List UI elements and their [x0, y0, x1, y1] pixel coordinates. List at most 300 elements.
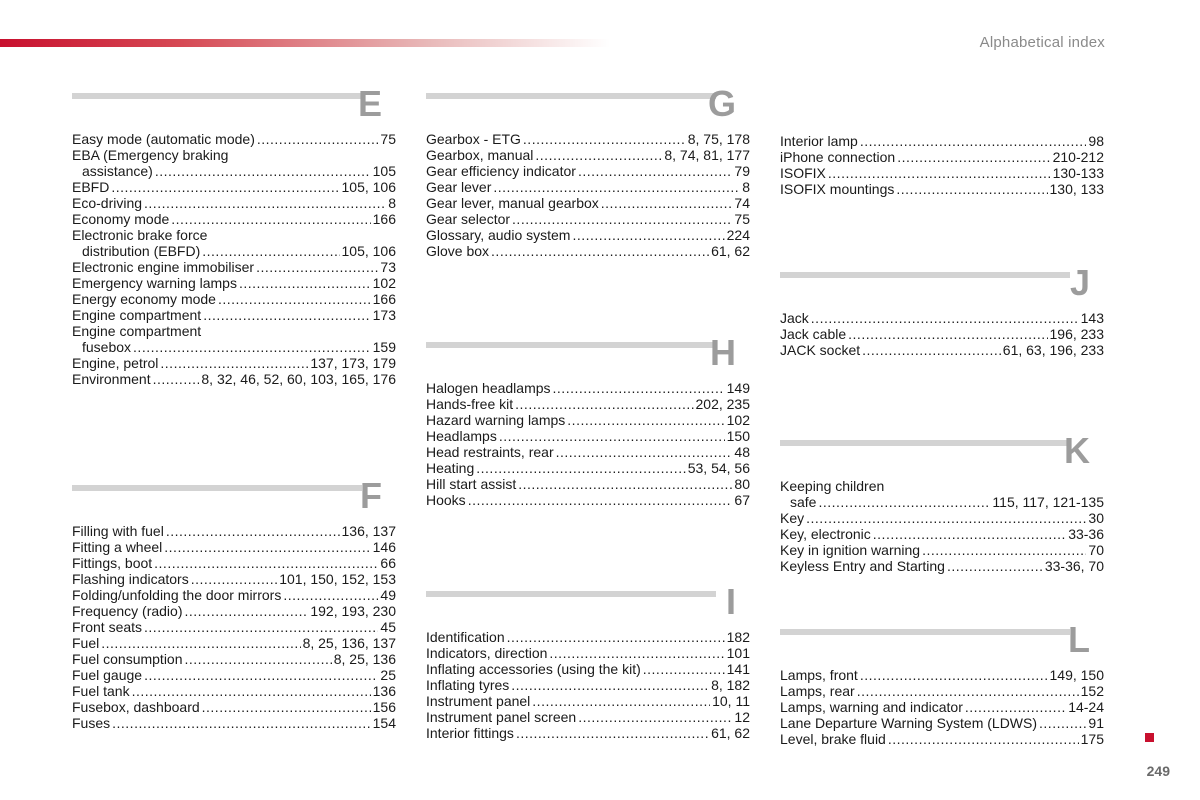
- entry-term: Fusebox, dashboard: [72, 699, 200, 715]
- entry-term: iPhone connection: [780, 149, 896, 165]
- entry-page-refs: 210-212: [1052, 149, 1104, 165]
- entry-term: Gear lever: [426, 179, 492, 195]
- entry-page-refs: 8, 75, 178: [687, 131, 750, 147]
- entry-term: Heating: [426, 460, 475, 476]
- index-entry: [780, 526, 1104, 542]
- index-entry-list: [426, 131, 750, 259]
- dot-leader: [601, 195, 733, 211]
- entry-page-refs: 115, 117, 121-135: [992, 494, 1104, 510]
- index-section-h: [426, 332, 750, 508]
- index-entry: [72, 323, 396, 339]
- entry-term: Instrument panel screen: [426, 709, 577, 725]
- entry-term: Inflating tyres: [426, 677, 510, 693]
- dot-leader: [643, 661, 725, 677]
- index-entry-list: [780, 667, 1104, 747]
- entry-page-refs: 70: [1088, 542, 1104, 558]
- entry-page-refs: 61, 62: [711, 725, 750, 741]
- entry-page-refs: 61, 62: [711, 243, 750, 259]
- dot-leader: [218, 291, 371, 307]
- index-entry-list: [780, 310, 1104, 358]
- dot-leader: [111, 179, 339, 195]
- index-entry: [780, 715, 1104, 731]
- dot-leader: [283, 587, 378, 603]
- entry-term: Easy mode (automatic mode): [72, 131, 255, 147]
- entry-page-refs: 45: [380, 619, 396, 635]
- section-heading: [72, 83, 396, 131]
- entry-term-continued: fusebox: [82, 339, 132, 355]
- dot-leader: [532, 693, 710, 709]
- entry-term: Hands-free kit: [426, 396, 514, 412]
- dot-leader: [857, 683, 1079, 699]
- entry-page-refs: 130, 133: [1049, 181, 1104, 197]
- index-entry: [72, 667, 396, 683]
- entry-page-refs: 182: [726, 629, 750, 645]
- index-entry: [426, 147, 750, 163]
- entry-page-refs: 150: [726, 428, 750, 444]
- index-entry: [72, 683, 396, 699]
- index-entry: [72, 539, 396, 555]
- entry-page-refs: 152: [1080, 683, 1104, 699]
- index-entry: [72, 603, 396, 619]
- entry-page-refs: 105: [372, 163, 396, 179]
- index-entry: [72, 291, 396, 307]
- dot-leader: [860, 667, 1048, 683]
- index-entry-list: [72, 523, 396, 731]
- index-section-f: [72, 475, 396, 731]
- dot-leader: [491, 243, 709, 259]
- entry-page-refs: 149, 150: [1049, 667, 1104, 683]
- entry-page-refs: 130-133: [1052, 165, 1104, 181]
- entry-term: Lane Departure Warning System (LDWS): [780, 715, 1038, 731]
- dot-leader: [873, 526, 1066, 542]
- entry-page-refs: 79: [734, 163, 750, 179]
- index-section-i: [426, 581, 750, 741]
- index-entry: [72, 715, 396, 731]
- entry-term: Frequency (radio): [72, 603, 183, 619]
- section-letter: F: [360, 475, 382, 516]
- dot-leader: [185, 603, 309, 619]
- entry-term: Halogen headlamps: [426, 380, 551, 396]
- entry-page-refs: 156: [372, 699, 396, 715]
- dot-leader: [848, 326, 1047, 342]
- entry-page-refs: 105, 106: [341, 243, 396, 259]
- entry-page-refs: 12: [734, 709, 750, 725]
- entry-term: Flashing indicators: [72, 571, 189, 587]
- entry-page-refs: 33-36: [1068, 526, 1104, 542]
- entry-page-refs: 166: [372, 211, 396, 227]
- section-divider: [780, 629, 1070, 635]
- index-entry: [426, 243, 750, 259]
- dot-leader: [468, 492, 733, 508]
- entry-term: Emergency warning lamps: [72, 275, 237, 291]
- index-entry: [780, 667, 1104, 683]
- section-divider: [426, 591, 716, 597]
- index-entry: [72, 619, 396, 635]
- entry-term: Jack cable: [780, 326, 847, 342]
- entry-term: Lamps, rear: [780, 683, 855, 699]
- index-section-continued: [780, 133, 1104, 197]
- entry-page-refs: 102: [372, 275, 396, 291]
- entry-term: Key in ignition warning: [780, 542, 921, 558]
- entry-page-refs: 10, 11: [712, 693, 750, 709]
- index-entry: [72, 211, 396, 227]
- entry-page-refs: 149: [726, 380, 750, 396]
- entry-term: Folding/unfolding the door mirrors: [72, 587, 282, 603]
- dot-leader: [888, 731, 1079, 747]
- index-entry: [780, 699, 1104, 715]
- entry-term: Fuses: [72, 715, 111, 731]
- index-entry: [426, 211, 750, 227]
- index-entry: [72, 699, 396, 715]
- dot-leader: [154, 555, 378, 571]
- entry-term: Hooks: [426, 492, 466, 508]
- section-divider: [72, 485, 362, 491]
- dot-leader: [965, 699, 1066, 715]
- entry-page-refs: 73: [380, 259, 396, 275]
- index-entry-list: [780, 133, 1104, 197]
- entry-term: Headlamps: [426, 428, 497, 444]
- dot-leader: [166, 523, 340, 539]
- index-entry: [780, 683, 1104, 699]
- entry-term: Fuel gauge: [72, 667, 143, 683]
- entry-term: Engine compartment: [72, 323, 202, 339]
- entry-page-refs: 49: [380, 587, 396, 603]
- index-entry: [780, 731, 1104, 747]
- entry-page-refs: 33-36, 70: [1044, 558, 1104, 574]
- entry-term: Head restraints, rear: [426, 444, 554, 460]
- index-entry: [426, 131, 750, 147]
- entry-page-refs: 48: [734, 444, 750, 460]
- entry-page-refs: 105, 106: [341, 179, 396, 195]
- entry-term: Hazard warning lamps: [426, 412, 566, 428]
- index-entry: [780, 342, 1104, 358]
- dot-leader: [578, 163, 732, 179]
- entry-page-refs: 98: [1088, 133, 1104, 149]
- index-entry-continuation: [72, 243, 396, 259]
- index-entry: [426, 460, 750, 476]
- index-entry: [426, 661, 750, 677]
- entry-page-refs: 196, 233: [1049, 326, 1104, 342]
- dot-leader: [515, 396, 693, 412]
- dot-leader: [202, 699, 371, 715]
- dot-leader: [499, 428, 725, 444]
- index-entry: [426, 725, 750, 741]
- entry-page-refs: 192, 193, 230: [310, 603, 396, 619]
- index-entry: [426, 227, 750, 243]
- entry-term: Glove box: [426, 243, 490, 259]
- entry-page-refs: 8, 32, 46, 52, 60, 103, 165, 176: [201, 371, 396, 387]
- entry-term: Electronic engine immobiliser: [72, 259, 255, 275]
- index-entry: [72, 227, 396, 243]
- entry-term: Keyless Entry and Starting: [780, 558, 945, 574]
- dot-leader: [811, 310, 1079, 326]
- index-entry-continuation: [72, 339, 396, 355]
- entry-page-refs: 136, 137: [341, 523, 396, 539]
- section-heading: [780, 430, 1104, 478]
- index-entry: [426, 677, 750, 693]
- section-letter: I: [725, 581, 736, 622]
- section-heading: [780, 262, 1104, 310]
- dot-leader: [507, 629, 725, 645]
- index-entry: [426, 444, 750, 460]
- index-entry: [72, 179, 396, 195]
- entry-page-refs: 173: [372, 307, 396, 323]
- dot-leader: [155, 163, 371, 179]
- dot-leader: [516, 725, 709, 741]
- index-section-j: [780, 262, 1104, 358]
- index-entry: [780, 510, 1104, 526]
- index-entry: [72, 571, 396, 587]
- entry-term: Filling with fuel: [72, 523, 164, 539]
- dot-leader: [897, 149, 1050, 165]
- index-entry: [780, 165, 1104, 181]
- entry-page-refs: 75: [380, 131, 396, 147]
- dot-leader: [257, 131, 379, 147]
- index-entry-continuation: [72, 163, 396, 179]
- dot-leader: [922, 542, 1086, 558]
- entry-page-refs: 75: [734, 211, 750, 227]
- entry-page-refs: 175: [1080, 731, 1104, 747]
- entry-term: Fittings, boot: [72, 555, 153, 571]
- index-entry: [72, 523, 396, 539]
- dot-leader: [144, 619, 378, 635]
- entry-term: ISOFIX mountings: [780, 181, 895, 197]
- section-letter: L: [1068, 619, 1090, 660]
- dot-leader: [567, 412, 724, 428]
- entry-page-refs: 143: [1080, 310, 1104, 326]
- entry-term: Interior fittings: [426, 725, 514, 741]
- entry-page-refs: 8, 182: [711, 677, 750, 693]
- entry-page-refs: 202, 235: [695, 396, 750, 412]
- dot-leader: [535, 147, 662, 163]
- index-entry: [426, 380, 750, 396]
- entry-term: Key, electronic: [780, 526, 871, 542]
- entry-term: Engine, petrol: [72, 355, 159, 371]
- entry-page-refs: 25: [380, 667, 396, 683]
- section-heading: [780, 619, 1104, 667]
- index-entry: [426, 195, 750, 211]
- entry-page-refs: 53, 54, 56: [687, 460, 750, 476]
- dot-leader: [164, 539, 370, 555]
- dot-leader: [132, 683, 371, 699]
- dot-leader: [553, 380, 725, 396]
- entry-term: Glossary, audio system: [426, 227, 571, 243]
- index-entry: [426, 492, 750, 508]
- entry-term: Interior lamp: [780, 133, 858, 149]
- entry-term: Front seats: [72, 619, 143, 635]
- index-entry: [426, 412, 750, 428]
- section-heading: [72, 475, 396, 523]
- entry-page-refs: 166: [372, 291, 396, 307]
- entry-term: Eco-driving: [72, 195, 143, 211]
- index-entry: [426, 163, 750, 179]
- entry-term: Fuel tank: [72, 683, 130, 699]
- dot-leader: [512, 211, 732, 227]
- entry-term: Level, brake fluid: [780, 731, 886, 747]
- entry-page-refs: 74: [734, 195, 750, 211]
- dot-leader: [171, 211, 370, 227]
- entry-page-refs: 8, 25, 136: [333, 651, 396, 667]
- entry-page-refs: 66: [380, 555, 396, 571]
- dot-leader: [185, 651, 332, 667]
- dot-leader: [133, 339, 371, 355]
- section-divider: [426, 93, 716, 99]
- entry-term-continued: assistance): [82, 163, 153, 179]
- index-entry: [72, 147, 396, 163]
- entry-page-refs: 137, 173, 179: [310, 355, 396, 371]
- header-accent-bar: [0, 39, 610, 47]
- entry-page-refs: 67: [734, 492, 750, 508]
- index-entry: [72, 195, 396, 211]
- section-letter: K: [1064, 430, 1090, 471]
- index-entry: [72, 651, 396, 667]
- entry-term: Key: [780, 510, 805, 526]
- dot-leader: [523, 131, 686, 147]
- entry-term: ISOFIX: [780, 165, 826, 181]
- entry-term: Engine compartment: [72, 307, 202, 323]
- entry-term: Fuel: [72, 635, 100, 651]
- entry-page-refs: 14-24: [1068, 699, 1104, 715]
- dot-leader: [578, 709, 732, 725]
- entry-term: Gear lever, manual gearbox: [426, 195, 599, 211]
- entry-term: Fuel consumption: [72, 651, 183, 667]
- index-entry: [426, 476, 750, 492]
- index-entry: [426, 709, 750, 725]
- dot-leader: [112, 715, 371, 731]
- section-letter: G: [707, 83, 736, 124]
- index-entry: [780, 478, 1104, 494]
- index-entry: [780, 310, 1104, 326]
- index-entry: [72, 275, 396, 291]
- entry-term-continued: distribution (EBFD): [82, 243, 201, 259]
- entry-term: Keeping children: [780, 478, 885, 494]
- entry-page-refs: 141: [726, 661, 750, 677]
- section-divider: [780, 440, 1070, 446]
- entry-page-refs: 8: [742, 179, 750, 195]
- entry-term: Indicators, direction: [426, 645, 548, 661]
- dot-leader: [862, 342, 1001, 358]
- section-heading: [426, 83, 750, 131]
- page-marker-icon: [1145, 733, 1154, 742]
- index-section-l: [780, 619, 1104, 747]
- dot-leader: [860, 133, 1087, 149]
- entry-page-refs: 61, 63, 196, 233: [1002, 342, 1104, 358]
- index-entry: [780, 181, 1104, 197]
- index-entry: [780, 558, 1104, 574]
- entry-term: Gearbox, manual: [426, 147, 534, 163]
- index-entry: [780, 542, 1104, 558]
- dot-leader: [511, 677, 709, 693]
- dot-leader: [476, 460, 685, 476]
- entry-page-refs: 224: [726, 227, 750, 243]
- entry-page-refs: 146: [372, 539, 396, 555]
- entry-term: Gear selector: [426, 211, 511, 227]
- entry-page-refs: 91: [1088, 715, 1104, 731]
- dot-leader: [572, 227, 724, 243]
- page-header-title: Alphabetical index: [979, 34, 1105, 51]
- index-entry: [426, 428, 750, 444]
- entry-page-refs: 154: [372, 715, 396, 731]
- index-entry-list: [426, 629, 750, 741]
- section-heading: [426, 332, 750, 380]
- index-entry-list: [72, 131, 396, 387]
- entry-term: Hill start assist: [426, 476, 517, 492]
- dot-leader: [160, 355, 308, 371]
- dot-leader: [202, 243, 339, 259]
- entry-term: JACK socket: [780, 342, 861, 358]
- section-divider: [426, 342, 716, 348]
- dot-leader: [144, 195, 386, 211]
- entry-term: Identification: [426, 629, 505, 645]
- section-divider: [72, 93, 362, 99]
- section-letter: E: [357, 83, 382, 124]
- entry-term: Electronic brake force: [72, 227, 208, 243]
- entry-term: Jack: [780, 310, 809, 326]
- section-heading: [426, 581, 750, 629]
- index-section-e: [72, 83, 396, 387]
- entry-term: Gear efficiency indicator: [426, 163, 576, 179]
- dot-leader: [896, 181, 1047, 197]
- section-letter: H: [710, 332, 736, 373]
- section-letter: J: [1069, 262, 1090, 303]
- entry-page-refs: 8, 74, 81, 177: [664, 147, 750, 163]
- index-entry: [780, 149, 1104, 165]
- dot-leader: [556, 444, 733, 460]
- index-entry: [72, 555, 396, 571]
- index-entry: [426, 179, 750, 195]
- index-entry: [426, 645, 750, 661]
- dot-leader: [549, 645, 724, 661]
- index-entry: [72, 307, 396, 323]
- index-entry-list: [426, 380, 750, 508]
- index-entry: [72, 355, 396, 371]
- index-entry: [72, 131, 396, 147]
- index-entry: [426, 396, 750, 412]
- dot-leader: [203, 307, 370, 323]
- entry-page-refs: 102: [726, 412, 750, 428]
- dot-leader: [828, 165, 1051, 181]
- entry-term: Lamps, front: [780, 667, 858, 683]
- index-entry: [780, 326, 1104, 342]
- dot-leader: [818, 494, 990, 510]
- index-entry: [72, 259, 396, 275]
- entry-term: Instrument panel: [426, 693, 531, 709]
- dot-leader: [947, 558, 1043, 574]
- page-number: 249: [1146, 763, 1170, 779]
- dot-leader: [806, 510, 1086, 526]
- dot-leader: [1039, 715, 1086, 731]
- section-divider: [780, 272, 1070, 278]
- entry-term: EBA (Emergency braking: [72, 147, 229, 163]
- entry-term: Energy economy mode: [72, 291, 216, 307]
- entry-term: EBFD: [72, 179, 110, 195]
- entry-page-refs: 30: [1088, 510, 1104, 526]
- dot-leader: [493, 179, 740, 195]
- index-entry-list: [780, 478, 1104, 574]
- dot-leader: [518, 476, 732, 492]
- dot-leader: [239, 275, 371, 291]
- entry-page-refs: 8: [388, 195, 396, 211]
- dot-leader: [153, 371, 200, 387]
- index-entry: [72, 587, 396, 603]
- entry-term: Gearbox - ETG: [426, 131, 521, 147]
- index-entry: [780, 133, 1104, 149]
- entry-term-continued: safe: [790, 494, 817, 510]
- entry-page-refs: 8, 25, 136, 137: [302, 635, 396, 651]
- dot-leader: [101, 635, 300, 651]
- entry-term: Fitting a wheel: [72, 539, 163, 555]
- entry-term: Environment: [72, 371, 151, 387]
